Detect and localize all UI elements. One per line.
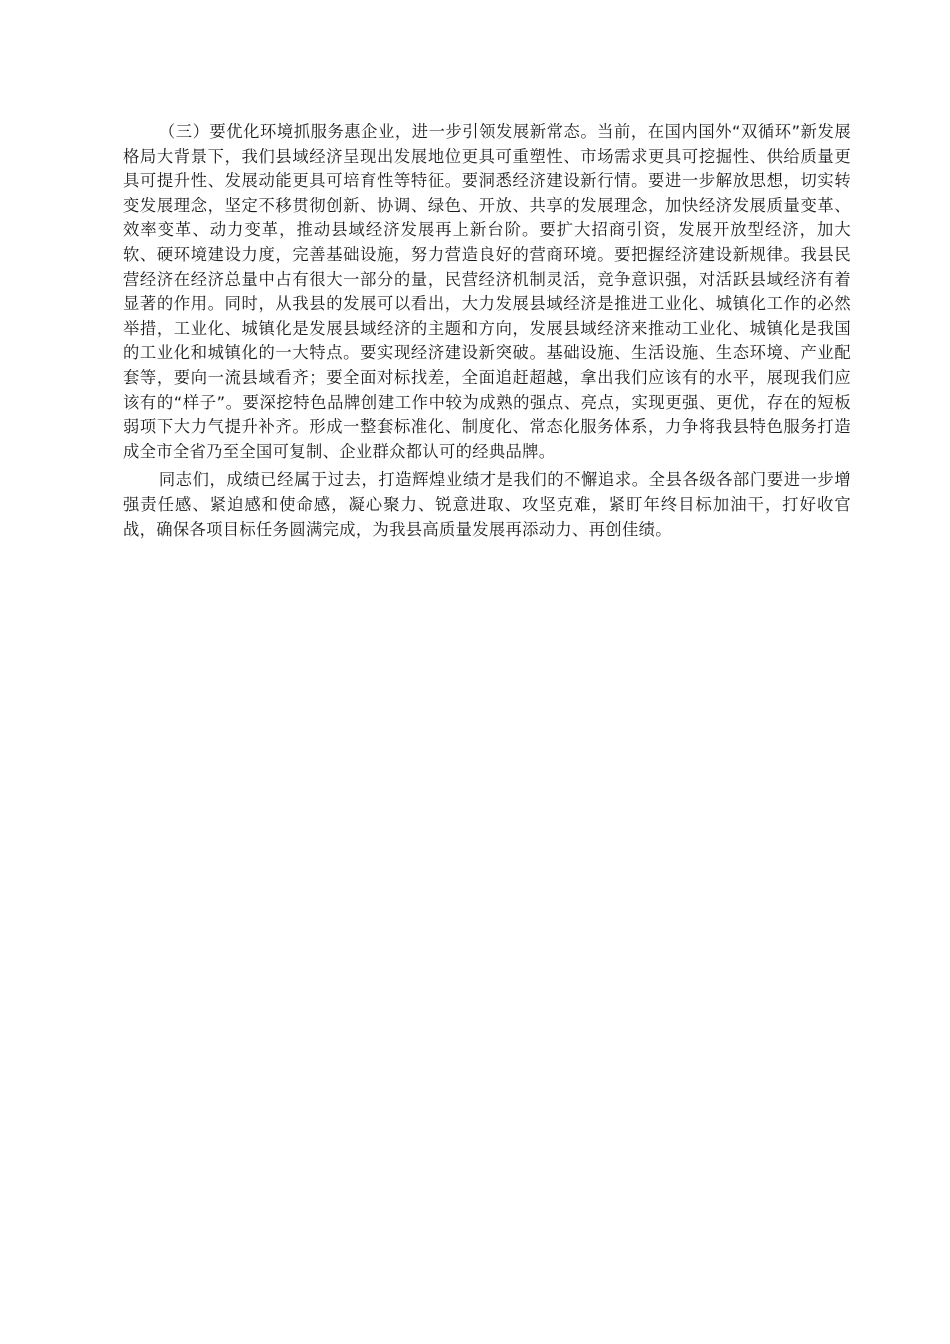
document-body xyxy=(123,120,851,542)
paragraph-optimize-environment: （三）要优化环境抓服务惠企业，进一步引领发展新常态。当前，在国内国外“双循环”新发展格局大背景下，我们县域经济呈现出发展地位更具可重塑性、市场需求更具可挖掘性、供给质量更具可提升性、发展动能更具可培育性等特征。要洞悉经济建设新行情。要进一步解放思想，切实转变发展理念，坚定不移贯彻创新、协调、绿色、开放、共享的发展理念，加快经济发展质量变革、效率变革、动力变革，推动县域经济发展再上新台阶。要扩大招商引资，发展开放型经济，加大软、硬环境建设力度，完善基础设施，努力营造良好的营商环境。要把握经济建设新规律。我县民营经济在经济总量中占有很大一部分的量，民营经济机制灵活，竞争意识强，对活跃县域经济有着显著的作用。同时，从我县的发展可以看出，大力发展县域经济是推进工业化、城镇化工作的必然举措，工业化、城镇化是发展县域经济的主题和方向，发展县域经济来推动工业化、城镇化是我国的工业化和城镇化的一大特点。要实现经济建设新突破。基础设施、生活设施、生态环境、产业配套等，要向一流县域看齐；要全面对标找差，全面追赶超越，拿出我们应该有的水平，展现我们应该有的“样子”。要深挖特色品牌创建工作中较为成熟的强点、亮点，实现更强、更优，存在的短板弱项下大力气提升补齐。形成一整套标准化、制度化、常态化服务体系，力争将我县特色服务打造成全市全省乃至全国可复制、企业群众都认可的经典品牌。 xyxy=(123,122,851,461)
paragraph-closing-remarks: 同志们，成绩已经属于过去，打造辉煌业绩才是我们的不懈追求。全县各级各部门要进一步增强责任感、紧迫感和使命感，凝心聚力、锐意进取、攻坚克难，紧盯年终目标加油干，打好收官战，确保各项目标任务圆满完成，为我县高质量发展再添动力、再创佳绩。 xyxy=(123,470,851,539)
